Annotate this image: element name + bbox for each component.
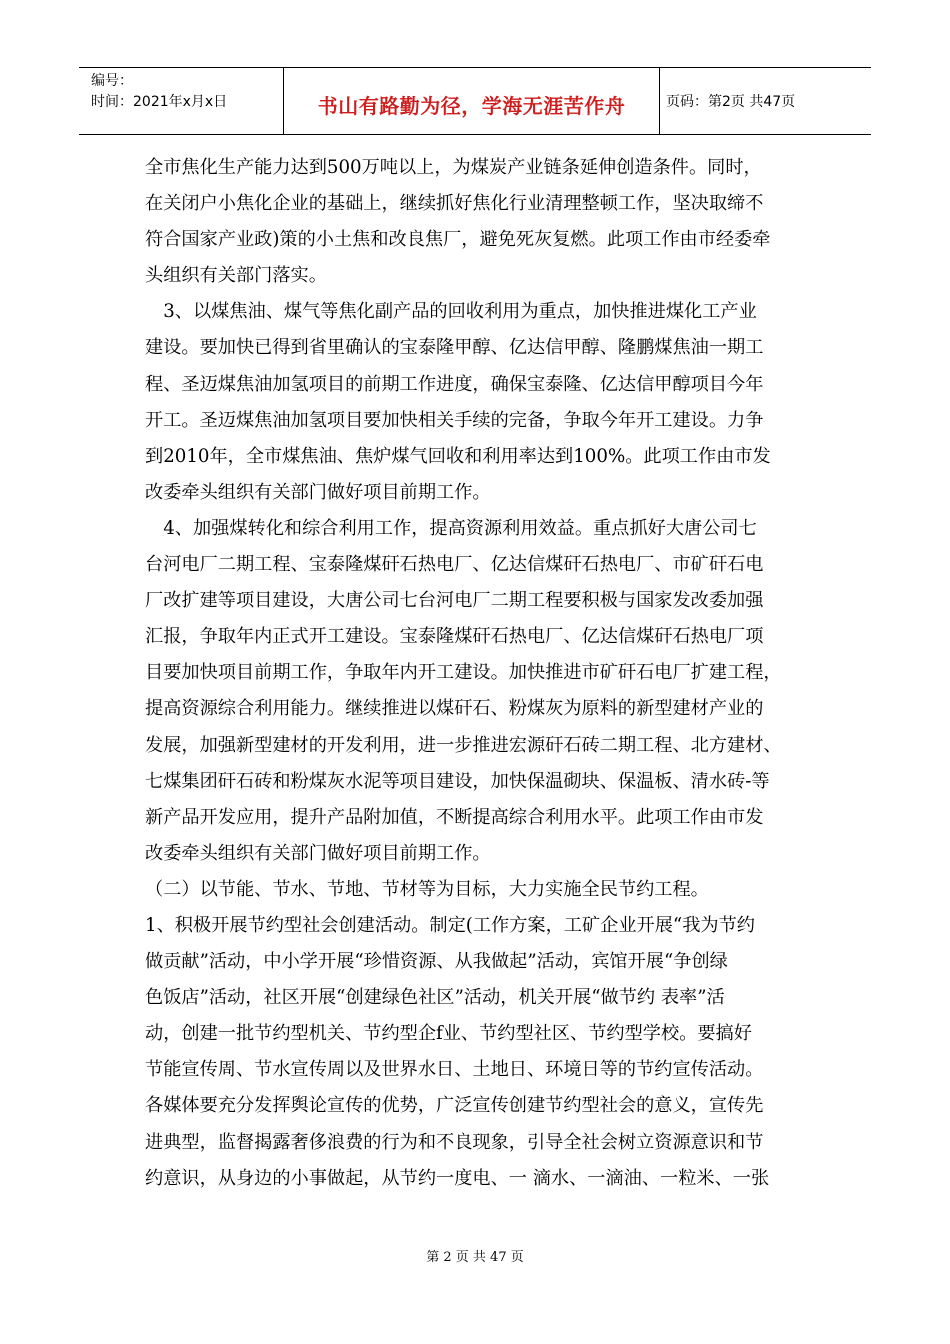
page-footer: 第 2 页 共 47 页	[426, 1250, 524, 1265]
body-line: 程、圣迈煤焦油加氢项目的前期工作进度，确保宝泰隆、亿达信甲醇项目今年	[145, 373, 764, 395]
body-line: 新产品开发应用，提升产品附加值，不断提高综合利用水平。此项工作由市发	[145, 806, 764, 828]
body-line: 动，创建一批节约型机关、节约型企f业、节约型社区、节约型学校。要搞好	[145, 1023, 752, 1045]
body-line: 开工。圣迈煤焦油加氢项目要加快相关手续的完备，争取今年开工建设。力争	[145, 409, 764, 431]
page-header	[79, 67, 871, 135]
body-line: 约意识，从身边的小事做起，从节约一度电、一 滴水、一滴油、一粒米、一张	[145, 1167, 770, 1189]
body-line: 台河电厂二期工程、宝泰隆煤矸石热电厂、亿达信煤矸石热电厂、市矿矸石电	[145, 554, 764, 576]
body-line: 改委牵头组织有关部门做好项目前期工作。	[145, 481, 491, 503]
body-line: 改委牵头组织有关部门做好项目前期工作。	[145, 842, 491, 864]
body-line: 在关闭户小焦化企业的基础上，继续抓好焦化行业清理整顿工作，坚决取缔不	[145, 193, 764, 215]
body-line: 七煤集团矸石砖和粉煤灰水泥等项目建设，加快保温砌块、保温板、清水砖-等	[145, 770, 770, 792]
body-line: 符合国家产业政)策的小土焦和改良焦厂，避免死灰复燃。此项工作由市经委牵	[145, 229, 771, 251]
body-line: 汇报，争取年内正式开工建设。宝泰隆煤矸石热电厂、亿达信煤矸石热电厂项	[145, 626, 764, 648]
body-line: 到2010年，全市煤焦油、焦炉煤气回收和利用率达到100%。此项工作由市发	[145, 445, 771, 467]
body-line: 全市焦化生产能力达到500万吨以上，为煤炭产业链条延伸创造条件。同时，	[145, 157, 762, 178]
slogan: 书山有路勤为径，学海无涯苦作舟	[317, 93, 626, 118]
body-line: 建设。要加快已得到省里确认的宝泰隆甲醇、亿达信甲醇、隆鹏煤焦油一期工	[145, 337, 764, 359]
body-line: 进典型，监督揭露奢侈浪费的行为和不良现象，引导全社会树立资源意识和节	[145, 1131, 764, 1153]
body-line: 4、加强煤转化和综合利用工作，提高资源利用效益。重点抓好大唐公司七	[145, 517, 757, 539]
document-body	[145, 150, 807, 1197]
body-line: 提高资源综合利用能力。继续推进以煤矸石、粉煤灰为原料的新型建材产业的	[145, 698, 764, 720]
body-line: 1、积极开展节约型社会创建活动。制定(工作方案，工矿企业开展“我为节约	[145, 914, 755, 936]
body-line: 节能宣传周、节水宣传周以及世界水日、土地日、环境日等的节约宣传活动。	[145, 1059, 764, 1081]
body-line: 目要加快项目前期工作，争取年内开工建设。加快推进市矿矸石电厂扩建工程，	[145, 662, 782, 684]
number-label: 编号：	[91, 73, 133, 89]
body-line: 色饭店”活动，社区开展“创建绿色社区”活动，机关开展“做节约 表率”活	[145, 987, 725, 1009]
body-line: 发展，加强新型建材的开发利用，进一步推进宏源矸石砖二期工程、北方建材、	[145, 734, 782, 756]
page-label: 页码：第2页 共47页	[666, 94, 796, 110]
header-page-cell	[660, 68, 871, 134]
header-slogan-cell	[284, 68, 660, 134]
body-line: 各媒体要充分发挥舆论宣传的优势，广泛宣传创建节约型社会的意义，宣传先	[145, 1095, 764, 1117]
body-line: 做贡献”活动，中小学开展“珍惜资源、从我做起”活动，宾馆开展“争创绿	[145, 951, 728, 973]
body-line: 厂改扩建等项目建设，大唐公司七台河电厂二期工程要积极与国家发改委加强	[145, 590, 764, 612]
body-line: 3、以煤焦油、煤气等焦化副产品的回收利用为重点，加快推进煤化工产业	[145, 301, 757, 323]
body-line: 头组织有关部门落实。	[145, 265, 327, 287]
time-label: 时间：2021年x月x日	[91, 94, 228, 110]
header-meta	[79, 68, 284, 134]
body-line: （二）以节能、节水、节地、节材等为目标，大力实施全民节约工程。	[145, 878, 709, 900]
